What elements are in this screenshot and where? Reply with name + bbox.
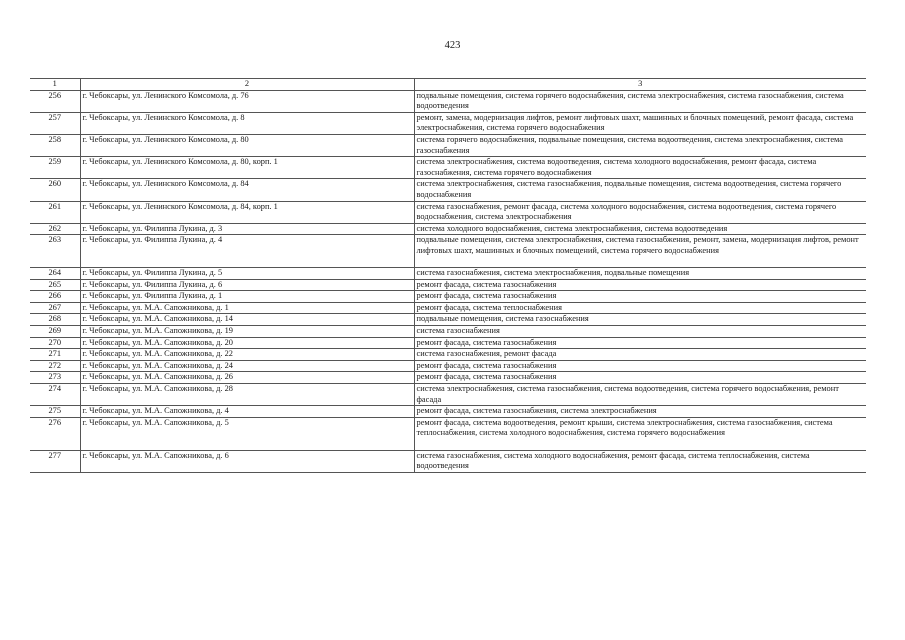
cell-number: 262 <box>30 223 80 235</box>
cell-address: г. Чебоксары, ул. М.А. Сапожникова, д. 4 <box>80 406 414 418</box>
table-row <box>30 134 866 156</box>
table-row <box>30 90 866 112</box>
cell-works: ремонт фасада, система газоснабжения <box>414 360 866 372</box>
cell-number: 263 <box>30 235 80 268</box>
cell-number: 270 <box>30 337 80 349</box>
cell-number: 261 <box>30 201 80 223</box>
cell-works: ремонт фасада, система теплоснабжения <box>414 302 866 314</box>
cell-number: 269 <box>30 326 80 338</box>
table-row <box>30 406 866 418</box>
header-row <box>30 79 866 91</box>
table-row <box>30 279 866 291</box>
cell-works: ремонт фасада, система газоснабжения <box>414 337 866 349</box>
table-body <box>30 90 866 472</box>
table-header <box>30 79 866 91</box>
table-row <box>30 291 866 303</box>
cell-number: 266 <box>30 291 80 303</box>
cell-works: система холодного водоснабжения, система электроснабжения, система водоотведения <box>414 223 866 235</box>
cell-address: г. Чебоксары, ул. М.А. Сапожникова, д. 1 <box>80 302 414 314</box>
table-row <box>30 314 866 326</box>
cell-number: 274 <box>30 384 80 406</box>
cell-address: г. Чебоксары, ул. Филиппа Лукина, д. 6 <box>80 279 414 291</box>
cell-address: г. Чебоксары, ул. Филиппа Лукина, д. 5 <box>80 268 414 280</box>
cell-works: ремонт фасада, система газоснабжения, система электроснабжения <box>414 406 866 418</box>
cell-number: 257 <box>30 112 80 134</box>
cell-works: ремонт фасада, система газоснабжения <box>414 279 866 291</box>
cell-works: система газоснабжения, ремонт фасада, система холодного водоснабжения, система водоотведения, система горячего водоснабжения, система электроснабжения <box>414 201 866 223</box>
cell-address: г. Чебоксары, ул. М.А. Сапожникова, д. 24 <box>80 360 414 372</box>
table-row <box>30 157 866 179</box>
cell-address: г. Чебоксары, ул. Ленинского Комсомола, д. 80, корп. 1 <box>80 157 414 179</box>
cell-address: г. Чебоксары, ул. Ленинского Комсомола, д. 76 <box>80 90 414 112</box>
cell-address: г. Чебоксары, ул. Филиппа Лукина, д. 3 <box>80 223 414 235</box>
cell-works: система электроснабжения, система газоснабжения, подвальные помещения, система водоотведения, система горячего водоснабжения <box>414 179 866 201</box>
cell-number: 277 <box>30 450 80 472</box>
cell-works: система электроснабжения, система водоотведения, система холодного водоснабжения, ремонт фасада, система газоснабжения, система горячего водоснабжения <box>414 157 866 179</box>
cell-number: 256 <box>30 90 80 112</box>
cell-address: г. Чебоксары, ул. М.А. Сапожникова, д. 20 <box>80 337 414 349</box>
table-row <box>30 201 866 223</box>
cell-address: г. Чебоксары, ул. Ленинского Комсомола, д. 80 <box>80 134 414 156</box>
cell-number: 267 <box>30 302 80 314</box>
table-row <box>30 384 866 406</box>
table-row <box>30 235 866 268</box>
cell-address: г. Чебоксары, ул. М.А. Сапожникова, д. 14 <box>80 314 414 326</box>
cell-works: система электроснабжения, система газоснабжения, система водоотведения, система горячего водоснабжения, ремонт фасада <box>414 384 866 406</box>
cell-number: 275 <box>30 406 80 418</box>
cell-address: г. Чебоксары, ул. М.А. Сапожникова, д. 22 <box>80 349 414 361</box>
table-row <box>30 302 866 314</box>
cell-works: система газоснабжения, ремонт фасада <box>414 349 866 361</box>
cell-number: 276 <box>30 417 80 450</box>
cell-number: 258 <box>30 134 80 156</box>
cell-works: ремонт, замена, модернизация лифтов, ремонт лифтовых шахт, машинных и блочных помещений, ремонт фасада, система электроснабжения, система горячего водоснабжения <box>414 112 866 134</box>
cell-number: 265 <box>30 279 80 291</box>
column-header-address: 2 <box>80 79 414 91</box>
cell-works: подвальные помещения, система горячего водоснабжения, система электроснабжения, система газоснабжения, система водоотведения <box>414 90 866 112</box>
cell-address: г. Чебоксары, ул. М.А. Сапожникова, д. 19 <box>80 326 414 338</box>
cell-address: г. Чебоксары, ул. Ленинского Комсомола, д. 84, корп. 1 <box>80 201 414 223</box>
table-row <box>30 179 866 201</box>
cell-number: 259 <box>30 157 80 179</box>
table-row <box>30 326 866 338</box>
cell-works: система горячего водоснабжения, подвальные помещения, система водоотведения, система электроснабжения, система газоснабжения <box>414 134 866 156</box>
cell-address: г. Чебоксары, ул. М.А. Сапожникова, д. 28 <box>80 384 414 406</box>
table-row <box>30 112 866 134</box>
cell-works: система газоснабжения <box>414 326 866 338</box>
table-row <box>30 372 866 384</box>
cell-number: 264 <box>30 268 80 280</box>
cell-number: 260 <box>30 179 80 201</box>
column-header-works: 3 <box>414 79 866 91</box>
cell-number: 268 <box>30 314 80 326</box>
cell-address: г. Чебоксары, ул. М.А. Сапожникова, д. 6 <box>80 450 414 472</box>
table-row <box>30 360 866 372</box>
cell-address: г. Чебоксары, ул. Филиппа Лукина, д. 1 <box>80 291 414 303</box>
cell-address: г. Чебоксары, ул. М.А. Сапожникова, д. 26 <box>80 372 414 384</box>
cell-works: система газоснабжения, система холодного водоснабжения, ремонт фасада, система теплоснабжения, система водоотведения <box>414 450 866 472</box>
table-row <box>30 223 866 235</box>
cell-address: г. Чебоксары, ул. Ленинского Комсомола, д. 84 <box>80 179 414 201</box>
page-number: 423 <box>444 40 461 51</box>
cell-works: система газоснабжения, система электроснабжения, подвальные помещения <box>414 268 866 280</box>
cell-works: подвальные помещения, система электроснабжения, система газоснабжения, ремонт, замена, модернизация лифтов, ремонт лифтовых шахт, машинных и блочных помещений, система горячего водоснабжения <box>414 235 866 268</box>
column-header-number: 1 <box>30 79 80 91</box>
table-row <box>30 349 866 361</box>
table-row <box>30 417 866 450</box>
cell-number: 271 <box>30 349 80 361</box>
cell-number: 273 <box>30 372 80 384</box>
cell-address: г. Чебоксары, ул. Филиппа Лукина, д. 4 <box>80 235 414 268</box>
cell-works: ремонт фасада, система водоотведения, ремонт крыши, система электроснабжения, система газоснабжения, система теплоснабжения, система холодного водоснабжения, система горячего водоснабжения <box>414 417 866 450</box>
registry-table <box>30 78 866 473</box>
cell-address: г. Чебоксары, ул. Ленинского Комсомола, д. 8 <box>80 112 414 134</box>
table-row <box>30 268 866 280</box>
cell-works: ремонт фасада, система газоснабжения <box>414 372 866 384</box>
cell-address: г. Чебоксары, ул. М.А. Сапожникова, д. 5 <box>80 417 414 450</box>
table-row <box>30 450 866 472</box>
table-row <box>30 337 866 349</box>
cell-number: 272 <box>30 360 80 372</box>
cell-works: ремонт фасада, система газоснабжения <box>414 291 866 303</box>
cell-works: подвальные помещения, система газоснабжения <box>414 314 866 326</box>
